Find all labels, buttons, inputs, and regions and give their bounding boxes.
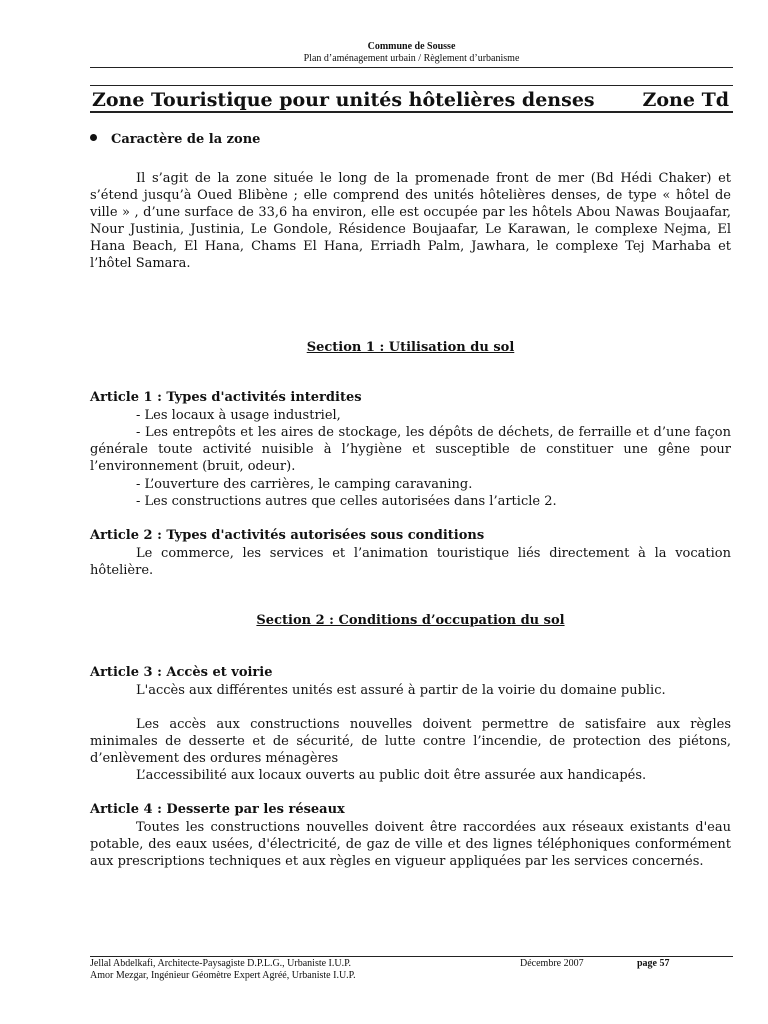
zone-code: Zone Td [642,89,729,111]
page-header [90,40,733,65]
character-paragraph [90,170,731,272]
character-heading-label: Caractère de la zone [111,132,261,147]
header-plan: Plan d’aménagement urbain / Règlement d’urbanisme [303,53,520,64]
article-4-text: Toutes les constructions nouvelles doivent être raccordées aux réseaux existants d'eau potable, des eaux usées, d'électricité, de gaz de ville et des lignes téléphoniques conformément aux prescriptions techniques et aux règles en vigueur appliquées par les services concernés. [90,820,731,869]
article-3-title: Article 3 : Accès et voirie [90,665,273,680]
zone-title-box [90,85,733,113]
character-text: Il s’agit de la zone située le long de la promenade front de mer (Bd Hédi Chaker) et s’étend jusqu’à Oued Blibène ; elle comprend des unités hôtelières denses, de type « hôtel de ville » , d’une surface de 33,6 ha environ, elle est occupée par les hôtels Abou Nawas Boujaafar, Nour Justinia, Justinia, Le Gondole, Résidence Boujaafar, Le Karawan, le complexe Nejma, El Hana Beach, El Hana, Chams El Hana, Erriadh Palm, Jawhara, le complexe Tej Marhaba et l’hôtel Samara. [90,171,731,271]
section-2-heading: Section 2 : Conditions d’occupation du sol [256,613,565,628]
article-1-title: Article 1 : Types d'activités interdites [90,390,362,405]
article-1-item-4-text: - Les constructions autres que celles autorisées dans l’article 2. [136,494,557,509]
article-1-item-2 [90,424,731,475]
article-1-item-2-text: - Les entrepôts et les aires de stockage, les dépôts de déchets, de ferraille et d’une façon générale toute activité nuisible à l’hygiène et susceptible de constituer une gêne pour l’environnement (bruit, odeur). [90,425,731,474]
article-4-paragraph [90,819,731,870]
article-3-paragraph-3 [90,767,731,784]
header-rule [90,67,733,68]
footer-page-number: page 57 [637,958,670,969]
article-2-text: Le commerce, les services et l’animation touristique liés directement à la vocation hôtelière. [90,546,731,578]
header-commune: Commune de Sousse [367,41,456,52]
footer-rule [90,956,733,957]
article-4-title: Article 4 : Desserte par les réseaux [90,802,345,817]
article-3-p2-text: Les accès aux constructions nouvelles doivent permettre de satisfaire aux règles minimales de desserte et de sécurité, de lutte contre l’incendie, de protection des piétons, d’enlèvement des ordures ménagères [90,717,731,766]
zone-title: Zone Touristique pour unités hôtelières denses [92,89,595,111]
article-3-paragraph-1 [90,682,731,699]
footer-author-2: Amor Mezgar, Ingénieur Géomètre Expert Agréé, Urbaniste I.U.P. [90,970,356,981]
footer-date: Décembre 2007 [520,958,584,969]
article-2-paragraph [90,545,731,579]
article-1-item-1-text: - Les locaux à usage industriel, [136,408,341,423]
article-1-item-3 [90,476,731,493]
article-1-item-1 [90,407,731,424]
article-3-p3-text: L’accessibilité aux locaux ouverts au public doit être assurée aux handicapés. [136,768,647,783]
footer-author-1: Jellal Abdelkafi, Architecte-Paysagiste D.P.L.G., Urbaniste I.U.P. [90,958,352,969]
character-heading [90,132,260,147]
article-3-p1-text: L'accès aux différentes unités est assuré à partir de la voirie du domaine public. [136,683,666,698]
bullet-icon [90,134,97,141]
article-1-item-3-text: - L’ouverture des carrières, le camping caravaning. [136,477,473,492]
article-3-paragraph-2 [90,716,731,767]
article-2-title: Article 2 : Types d'activités autorisées sous conditions [90,528,485,543]
section-1-heading: Section 1 : Utilisation du sol [306,340,515,355]
article-1-item-4 [90,493,731,510]
